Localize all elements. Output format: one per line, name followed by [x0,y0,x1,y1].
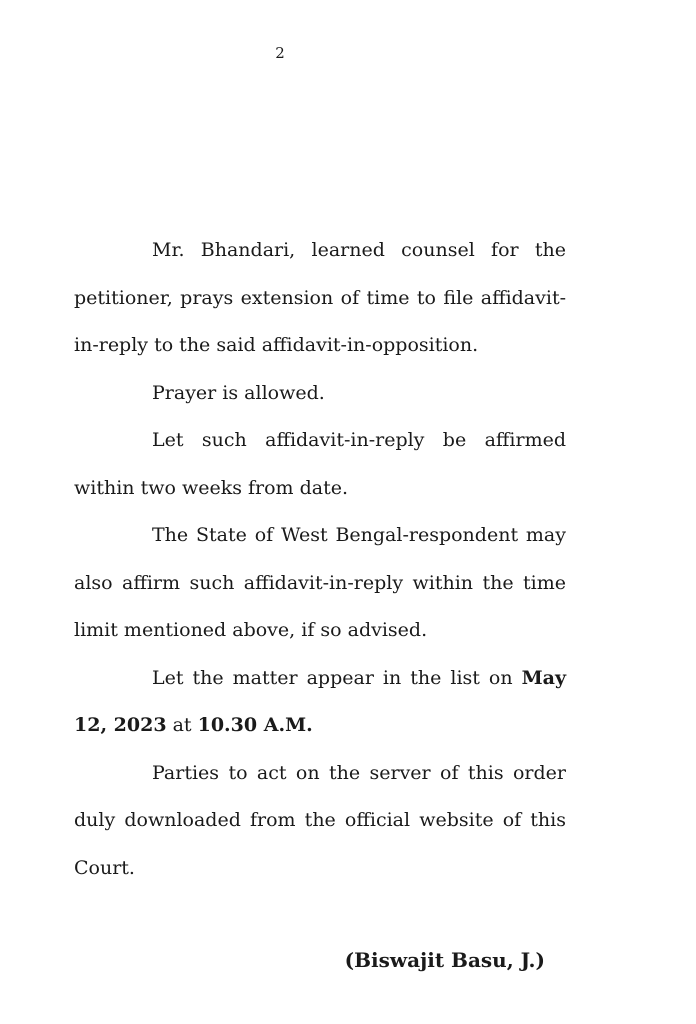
paragraph-state-respondent: The State of West Bengal-respondent may also affirm such affidavit-in-reply within the time limit mentioned above, if so advised. [74,524,566,641]
paragraph-prayer-allowed: Prayer is allowed. [152,381,325,404]
listing-date: May 12, 2023 [74,666,566,736]
listing-middle: at [166,714,198,736]
paragraph-listing-date [74,655,566,750]
page-number: 2 [275,44,285,62]
listing-prefix: Let the matter appear in the list on [152,666,522,689]
listing-time: 10.30 A.M. [197,714,313,736]
order-body [74,227,566,892]
judge-signature: (Biswajit Basu, J.) [344,948,545,972]
paragraph-server-copy: Parties to act on the server of this order duly downloaded from the official website of this Court. [74,761,566,879]
paragraph-affirm-reply: Let such affidavit-in-reply be affirmed within two weeks from date. [74,429,566,499]
paragraph-extension-prayer: Mr. Bhandari, learned counsel for the petitioner, prays extension of time to file affidavit-in-reply to the said affidavit-in-opposition. [74,239,566,356]
